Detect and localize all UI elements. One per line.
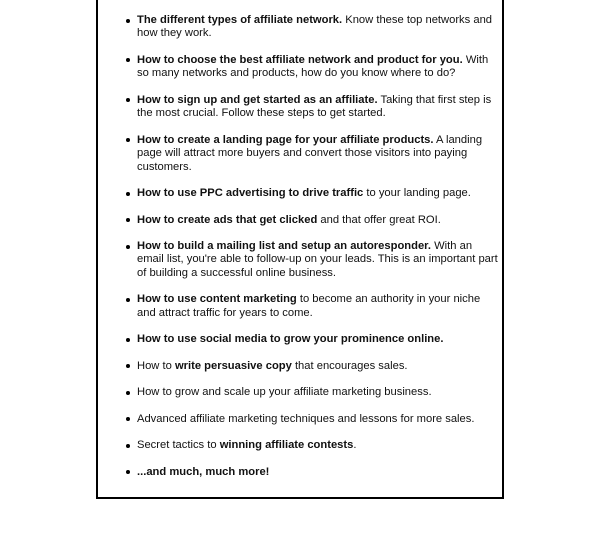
list-item bbox=[122, 439, 498, 452]
item-bold-text: winning affiliate contests bbox=[219, 439, 354, 452]
item-pre-text: Advanced affiliate marketing techniques and lessons for more sales. bbox=[137, 412, 475, 425]
item-bold-text: How to build a mailing list and setup an autoresponder. bbox=[137, 240, 432, 253]
item-post-text: . bbox=[353, 439, 357, 452]
item-post-text: and that offer great ROI. bbox=[317, 213, 441, 226]
item-bold-text: How to choose the best affiliate network and product for you. bbox=[137, 53, 463, 66]
item-post-text: Taking that first step is the most crucial. Follow these steps to get started. bbox=[137, 93, 492, 120]
list-item bbox=[122, 94, 498, 121]
item-post-text: Know these top networks and how they work. bbox=[137, 14, 493, 40]
list-item bbox=[122, 187, 498, 200]
list-item bbox=[122, 386, 498, 399]
list-item bbox=[122, 293, 498, 320]
list-item bbox=[122, 214, 498, 227]
item-pre-text: How to grow and scale up your affiliate marketing business. bbox=[137, 386, 432, 399]
list-item bbox=[122, 54, 498, 81]
item-bold-text: How to create ads that get clicked bbox=[137, 213, 318, 226]
list-item bbox=[122, 333, 498, 346]
item-bold-text: The different types of affiliate network. bbox=[137, 14, 343, 26]
item-bold-text: How to use content marketing bbox=[137, 293, 297, 306]
list-item bbox=[122, 413, 498, 426]
content-panel bbox=[96, 0, 504, 499]
item-bold-text: How to use PPC advertising to drive traffic bbox=[137, 187, 364, 200]
item-post-text: that encourages sales. bbox=[291, 359, 408, 372]
item-bold-text: How to sign up and get started as an affiliate. bbox=[137, 93, 378, 106]
item-post-text: to your landing page. bbox=[363, 187, 471, 200]
list-item bbox=[122, 360, 498, 373]
item-pre-text: How to bbox=[137, 359, 175, 372]
item-pre-text: Secret tactics to bbox=[137, 439, 220, 452]
item-post-text: A landing page will attract more buyers and convert those visitors into paying customers. bbox=[137, 133, 483, 173]
item-bold-text: How to create a landing page for your affiliate products. bbox=[137, 133, 434, 146]
item-bold-text: ...and much, much more! bbox=[137, 465, 270, 478]
list-item bbox=[122, 14, 498, 41]
list-item bbox=[122, 240, 498, 280]
feature-list bbox=[122, 14, 498, 492]
item-post-text: to become an authority in your niche and attract traffic for years to come. bbox=[137, 293, 481, 319]
item-post-text: With an email list, you're able to follow-up on your leads. This is an important part of building a successful online business. bbox=[137, 240, 498, 279]
item-bold-text: How to use social media to grow your prominence online. bbox=[137, 333, 444, 346]
list-item bbox=[122, 466, 498, 479]
item-post-text: With so many networks and products, how do you know where to do? bbox=[137, 53, 489, 80]
list-item bbox=[122, 134, 498, 174]
item-bold-text: write persuasive copy bbox=[174, 359, 292, 372]
